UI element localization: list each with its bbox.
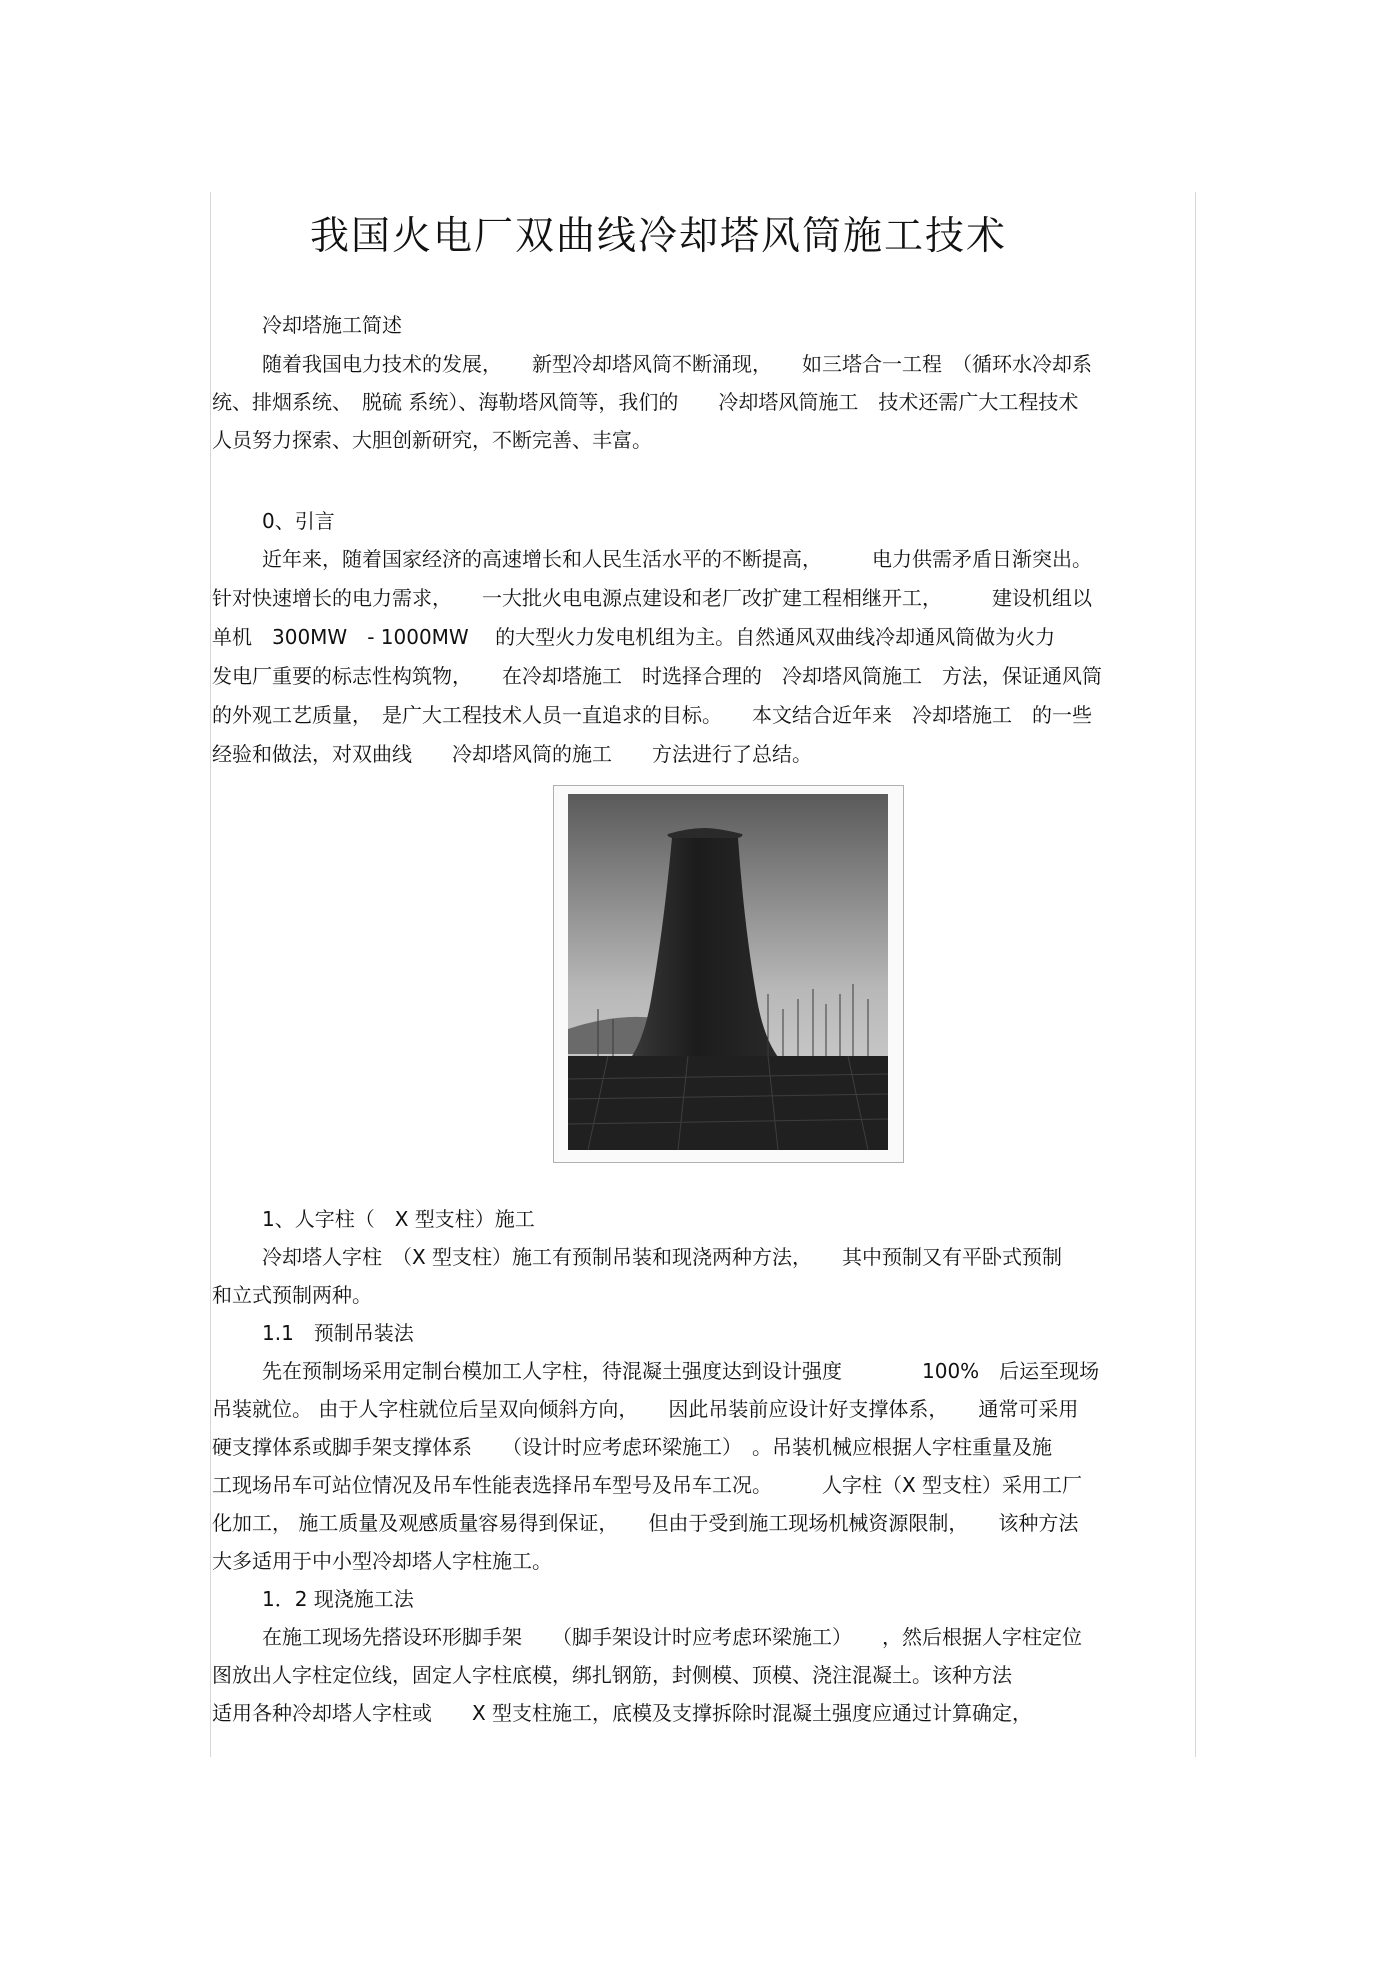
- paragraph-line: 先在预制场采用定制台模加工人字柱，待混凝土强度达到设计强度 100% 后运至现场: [262, 1359, 1100, 1383]
- section-heading-0: 0、引言: [262, 509, 335, 533]
- paragraph-line: 经验和做法，对双曲线 冷却塔风筒的施工 方法进行了总结。: [212, 742, 812, 766]
- cooling-tower-image: [568, 794, 888, 1150]
- page-border-right: [1195, 192, 1196, 1757]
- paragraph-line: 随着我国电力技术的发展， 新型冷却塔风筒不断涌现， 如三塔合一工程 （循环水冷却系: [262, 352, 1092, 376]
- paragraph-line: 近年来，随着国家经济的高速增长和人民生活水平的不断提高， 电力供需矛盾日渐突出。: [262, 547, 1092, 571]
- document-title: 我国火电厂双曲线冷却塔风筒施工技术: [310, 214, 1008, 259]
- paragraph-line: 吊装就位。 由于人字柱就位后呈双向倾斜方向， 因此吊装前应设计好支撑体系， 通常可采用: [212, 1397, 1079, 1421]
- paragraph-line: 针对快速增长的电力需求， 一大批火电电源点建设和老厂改扩建工程相继开工， 建设机组以: [212, 586, 1092, 610]
- paragraph-line: 适用各种冷却塔人字柱或 X 型支柱施工，底模及支撑拆除时混凝土强度应通过计算确定，: [212, 1701, 1033, 1725]
- section-heading-1-1: 1.1 预制吊装法: [262, 1321, 414, 1345]
- paragraph-line: 冷却塔人字柱 （X 型支柱）施工有预制吊装和现浇两种方法， 其中预制又有平卧式预制: [262, 1245, 1063, 1269]
- paragraph-line: 工现场吊车可站位情况及吊车性能表选择吊车型号及吊车工况。 人字柱（X 型支柱）采用工厂: [212, 1473, 1083, 1497]
- paragraph-line: 人员努力探索、大胆创新研究，不断完善、丰富。: [212, 428, 652, 452]
- paragraph-line: 统、排烟系统、 脱硫 系统）、海勒塔风筒等，我们的 冷却塔风筒施工 技术还需广大工程技术: [212, 390, 1079, 414]
- paragraph-line: 在施工现场先搭设环形脚手架 （脚手架设计时应考虑环梁施工） ，然后根据人字柱定位: [262, 1625, 1082, 1649]
- cooling-tower-photo: [553, 785, 904, 1163]
- paragraph-line: 化加工， 施工质量及观感质量容易得到保证， 但由于受到施工现场机械资源限制， 该种方法: [212, 1511, 1079, 1535]
- paragraph-line: 大多适用于中小型冷却塔人字柱施工。: [212, 1549, 552, 1573]
- section-heading-intro: 冷却塔施工简述: [262, 313, 402, 337]
- section-heading-1: 1、人字柱（ X 型支柱）施工: [262, 1207, 535, 1231]
- paragraph-line: 硬支撑体系或脚手架支撑体系 （设计时应考虑环梁施工） 。吊装机械应根据人字柱重量及施: [212, 1435, 1052, 1459]
- page-border-left: [210, 192, 211, 1757]
- paragraph-line: 单机 300MW - 1000MW 的大型火力发电机组为主。自然通风双曲线冷却通风筒做为火力: [212, 625, 1056, 649]
- paragraph-line: 发电厂重要的标志性构筑物， 在冷却塔施工 时选择合理的 冷却塔风筒施工 方法，保证通风筒: [212, 664, 1102, 688]
- paragraph-line: 和立式预制两种。: [212, 1283, 372, 1307]
- paragraph-line: 的外观工艺质量， 是广大工程技术人员一直追求的目标。 本文结合近年来 冷却塔施工 的一些: [212, 703, 1092, 727]
- section-heading-1-2: 1．2 现浇施工法: [262, 1587, 414, 1611]
- paragraph-line: 图放出人字柱定位线，固定人字柱底模，绑扎钢筋，封侧模、顶模、浇注混凝土。该种方法: [212, 1663, 1012, 1687]
